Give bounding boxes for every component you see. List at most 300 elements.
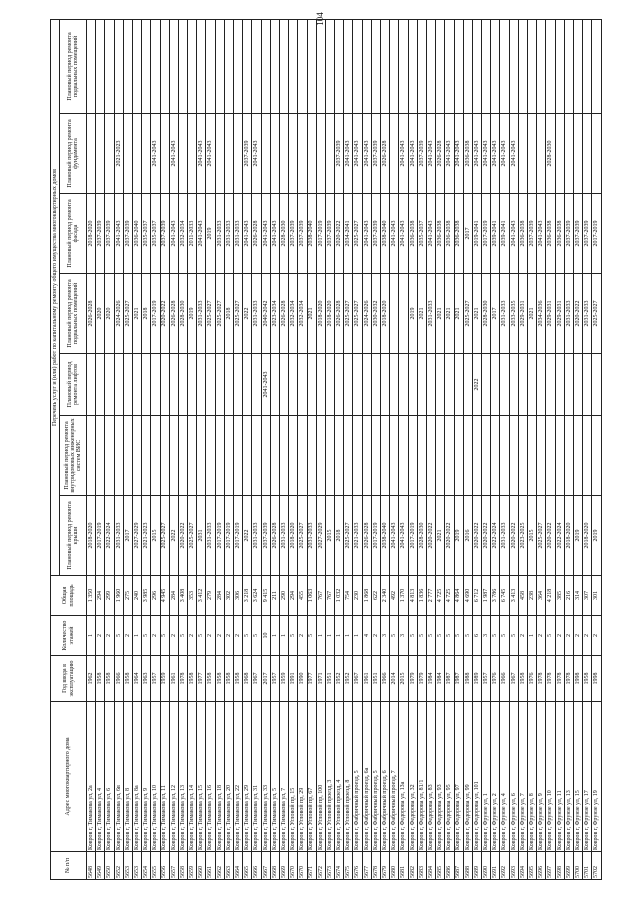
period-cell <box>307 416 316 496</box>
period-cell <box>463 19 472 113</box>
period-cell <box>500 416 509 496</box>
period-cell <box>243 416 252 496</box>
period-cell <box>528 354 537 416</box>
table-row <box>224 19 233 879</box>
period-cell <box>371 354 380 416</box>
period-cell <box>509 354 518 416</box>
period-cell: 2015 <box>151 496 160 576</box>
address-cell: Ковров г, Тимакова ул, 18 <box>215 702 224 852</box>
period-cell: 2026-2028 <box>270 496 279 576</box>
year-cell: 1987 <box>454 656 463 702</box>
address-cell: Ковров г, Тимакова ул, 9 <box>142 702 151 852</box>
period-cell <box>289 416 298 496</box>
period-cell: 2018-2020 <box>381 274 390 354</box>
table-row <box>123 19 132 879</box>
row-number-cell: 5693 <box>509 852 518 880</box>
period-cell <box>509 19 518 113</box>
year-cell: 1971 <box>316 656 325 702</box>
address-cell: Ковров г, Фрунзе ул, 15 <box>573 702 582 852</box>
floors-cell: 2 <box>564 616 573 656</box>
period-cell <box>573 416 582 496</box>
year-cell: 1959 <box>279 656 288 702</box>
row-number-cell: 5650 <box>105 852 114 880</box>
period-cell <box>583 19 592 113</box>
table-row <box>583 19 592 879</box>
period-cell: 2020-2022 <box>472 496 481 576</box>
area-cell: 1 032 <box>335 576 344 616</box>
period-cell <box>472 416 481 496</box>
period-cell: 2020 <box>96 274 105 354</box>
row-number-cell: 5658 <box>178 852 187 880</box>
period-cell <box>270 354 279 416</box>
period-cell <box>270 19 279 113</box>
period-cell: 2038-2040 <box>381 496 390 576</box>
floors-cell: 4 <box>362 616 371 656</box>
period-cell: 2036-2038 <box>436 194 445 274</box>
period-cell <box>573 19 582 113</box>
period-cell <box>215 354 224 416</box>
period-cell <box>362 354 371 416</box>
period-cell: 2019 <box>188 274 197 354</box>
address-cell: Ковров г, Тимакова ул, 8 <box>123 702 132 852</box>
address-cell: Ковров г, Федорова ул, 93 <box>436 702 445 852</box>
year-cell: 1963 <box>142 656 151 702</box>
area-cell: 230 <box>353 576 362 616</box>
period-cell: 2020-2022 <box>445 496 454 576</box>
address-cell: Ковров г, Тимакова ул, 8а <box>132 702 141 852</box>
col-floors-header: Количество этажей <box>51 616 87 656</box>
rotated-table-frame <box>50 20 600 880</box>
floors-cell: 3 <box>482 616 491 656</box>
period-cell: 2037-2039 <box>325 194 334 274</box>
period-cell <box>197 19 206 113</box>
area-cell: 353 <box>188 576 197 616</box>
period-cell: 2036-2038 <box>546 194 555 274</box>
year-cell: 1976 <box>528 656 537 702</box>
period-cell: 2037-2039 <box>123 194 132 274</box>
row-number-cell: 5661 <box>206 852 215 880</box>
period-cell: 2019 <box>206 194 215 274</box>
area-cell: 284 <box>215 576 224 616</box>
area-cell: 3 412 <box>197 576 206 616</box>
period-cell: 2037-2039 <box>573 194 582 274</box>
period-cell: 2025-2027 <box>215 274 224 354</box>
year-cell: 1984 <box>426 656 435 702</box>
period-cell <box>518 354 527 416</box>
period-cell: 2041-2043 <box>500 114 509 194</box>
area-cell: 4 813 <box>408 576 417 616</box>
address-cell: Ковров г, Фрунзе ул, 1 <box>482 702 491 852</box>
floors-cell: 2 <box>96 616 105 656</box>
period-cell <box>87 114 96 194</box>
period-cell: 2017-2019 <box>408 496 417 576</box>
period-cell <box>178 19 187 113</box>
period-cell <box>132 416 141 496</box>
address-cell: Ковров г, Тимакова ул, 16 <box>206 702 215 852</box>
period-cell <box>491 354 500 416</box>
period-cell <box>573 114 582 194</box>
period-cell: 2038-2040 <box>381 194 390 274</box>
year-cell: 1998 <box>592 656 601 702</box>
period-cell <box>371 19 380 113</box>
address-cell: Ковров г, Тимакова ул, 33 <box>261 702 270 852</box>
period-cell <box>151 354 160 416</box>
period-cell: 2018-2020 <box>325 274 334 354</box>
period-cell <box>325 114 334 194</box>
period-cell: 2037-2039 <box>261 496 270 576</box>
area-cell: 299 <box>105 576 114 616</box>
period-cell: 2026-2028 <box>87 274 96 354</box>
period-cell <box>344 354 353 416</box>
year-cell: 1967 <box>509 656 518 702</box>
period-cell <box>583 114 592 194</box>
table-row <box>279 19 288 879</box>
period-cell <box>583 354 592 416</box>
period-cell <box>546 354 555 416</box>
address-cell: Ковров г, Тимакова ул, 6в <box>114 702 123 852</box>
table-header <box>51 19 87 879</box>
period-cell <box>160 19 169 113</box>
year-cell: 1958 <box>123 656 132 702</box>
period-cell: 2027-2029 <box>316 496 325 576</box>
table-row <box>463 19 472 879</box>
floors-cell: 1 <box>335 616 344 656</box>
period-cell: 2041-2043 <box>399 114 408 194</box>
period-cell <box>316 114 325 194</box>
table-row <box>335 19 344 879</box>
row-number-cell: 5671 <box>307 852 316 880</box>
period-cell: 2024-2026 <box>362 274 371 354</box>
year-cell: 1978 <box>546 656 555 702</box>
period-cell: 2041-2043 <box>408 114 417 194</box>
period-cell <box>105 19 114 113</box>
area-cell: 238 <box>528 576 537 616</box>
area-cell: 216 <box>564 576 573 616</box>
period-cell <box>197 416 206 496</box>
period-cell: 2040-2042 <box>261 274 270 354</box>
period-cell: 2029-2031 <box>546 274 555 354</box>
address-cell: Ковров г, Федорова ул, 99 <box>463 702 472 852</box>
period-cell: 2025-2027 <box>206 274 215 354</box>
period-cell: 2025-2027 <box>353 194 362 274</box>
period-cell: 2041-2043 <box>445 114 454 194</box>
period-cell: 2041-2043 <box>344 114 353 194</box>
period-cell <box>298 114 307 194</box>
period-cell: 2018-2020 <box>87 194 96 274</box>
area-cell: 296 <box>151 576 160 616</box>
period-cell <box>454 19 463 113</box>
year-cell: 1958 <box>583 656 592 702</box>
period-cell <box>142 354 151 416</box>
row-number-cell: 5670 <box>289 852 298 880</box>
period-cell: 2018-2020 <box>87 496 96 576</box>
period-cell: 2041-2043 <box>390 194 399 274</box>
period-cell <box>417 354 426 416</box>
period-cell: 2036-2038 <box>408 194 417 274</box>
year-cell: 1967 <box>353 656 362 702</box>
address-cell: Ковров г, Тимакова ул, 22 <box>234 702 243 852</box>
period-cell <box>132 114 141 194</box>
year-cell: 1984 <box>436 656 445 702</box>
period-cell <box>307 114 316 194</box>
period-cell <box>252 354 261 416</box>
floors-cell: 5 <box>463 616 472 656</box>
table-row <box>206 19 215 879</box>
period-cell <box>335 416 344 496</box>
period-cell: 2041-2043 <box>261 354 270 416</box>
period-cell <box>279 416 288 496</box>
period-cell <box>408 354 417 416</box>
period-cell: 2037-2039 <box>335 114 344 194</box>
period-cell <box>215 114 224 194</box>
table-row <box>160 19 169 879</box>
period-cell <box>234 354 243 416</box>
period-cell: 2026-2028 <box>436 114 445 194</box>
floors-cell: 2 <box>215 616 224 656</box>
table-row <box>592 19 601 879</box>
period-cell: 2031 <box>197 496 206 576</box>
table-row <box>353 19 362 879</box>
period-cell: 2017-2019 <box>224 496 233 576</box>
period-cell: 2025-2027 <box>344 496 353 576</box>
table-row <box>408 19 417 879</box>
period-cell <box>381 19 390 113</box>
period-cell <box>123 114 132 194</box>
period-cell <box>399 19 408 113</box>
period-cell: 2037-2039 <box>528 194 537 274</box>
area-cell: 2 777 <box>426 576 435 616</box>
floors-cell: 5 <box>426 616 435 656</box>
period-cell <box>307 19 316 113</box>
period-cell: 2030-2032 <box>371 274 380 354</box>
row-number-cell: 5678 <box>371 852 380 880</box>
period-cell <box>518 19 527 113</box>
period-cell: 2037-2039 <box>243 114 252 194</box>
period-cell <box>573 354 582 416</box>
period-cell: 2020-2022 <box>482 496 491 576</box>
period-cell: 2031-2033 <box>114 496 123 576</box>
period-cell: 2022-2024 <box>491 496 500 576</box>
col-year-header: Год ввода в эксплуатацию <box>51 656 87 702</box>
period-cell: 2041-2043 <box>151 114 160 194</box>
table-row <box>528 19 537 879</box>
period-cell: 2041-2043 <box>197 114 206 194</box>
period-cell <box>463 354 472 416</box>
period-cell <box>105 354 114 416</box>
row-number-cell: 5702 <box>592 852 601 880</box>
address-cell: Ковров г, Тимакова ул, 7 <box>279 702 288 852</box>
period-cell <box>592 19 601 113</box>
area-cell: 9 415 <box>261 576 270 616</box>
floors-cell: 2 <box>169 616 178 656</box>
period-cell <box>362 416 371 496</box>
period-cell: 2037-2039 <box>583 194 592 274</box>
address-cell: Ковров г, Фрунзе ул, 4 <box>500 702 509 852</box>
period-cell: 2018 <box>335 496 344 576</box>
period-cell: 2015 <box>325 496 334 576</box>
period-cell <box>399 274 408 354</box>
row-number-cell: 5683 <box>417 852 426 880</box>
row-number-cell: 5684 <box>426 852 435 880</box>
row-number-cell: 5687 <box>454 852 463 880</box>
area-cell: 4 690 <box>463 576 472 616</box>
period-cell: 2026-2028 <box>335 274 344 354</box>
address-cell: Ковров г, Федорова ул, 32 <box>408 702 417 852</box>
period-cell <box>583 416 592 496</box>
period-cell: 2018-2020 <box>583 496 592 576</box>
year-cell: 1987 <box>445 656 454 702</box>
period-cell: 2017-2019 <box>371 496 380 576</box>
table-row <box>573 19 582 879</box>
period-cell <box>463 416 472 496</box>
area-cell: 6 745 <box>500 576 509 616</box>
period-cell <box>206 354 215 416</box>
period-cell: 2017-2019 <box>316 194 325 274</box>
period-cell <box>261 416 270 496</box>
address-cell: Ковров г, Фабричный проезд, 5 <box>353 702 362 852</box>
period-cell <box>592 354 601 416</box>
period-cell: 2037-2039 <box>564 194 573 274</box>
period-cell: 2025-2027 <box>592 274 601 354</box>
area-cell: 767 <box>325 576 334 616</box>
floors-cell: 5 <box>417 616 426 656</box>
period-cell: 2041-2043 <box>362 194 371 274</box>
period-cell <box>482 19 491 113</box>
year-cell: 1958 <box>224 656 233 702</box>
period-cell: 2037-2039 <box>417 114 426 194</box>
period-cell <box>390 19 399 113</box>
floors-cell: 3 <box>381 616 390 656</box>
floors-cell: 2 <box>583 616 592 656</box>
period-cell: 2036-2038 <box>463 114 472 194</box>
period-cell <box>298 416 307 496</box>
floors-cell: 5 <box>307 616 316 656</box>
period-cell: 2036-2038 <box>518 194 527 274</box>
table-row <box>188 19 197 879</box>
floors-cell: 5 <box>408 616 417 656</box>
period-cell: 2037-2039 <box>371 114 380 194</box>
year-cell: 1990 <box>298 656 307 702</box>
period-cell: 2041-2043 <box>491 114 500 194</box>
period-cell <box>224 416 233 496</box>
floors-cell: 2 <box>206 616 215 656</box>
period-cell: 2026-2028 <box>279 274 288 354</box>
area-cell: 1 063 <box>307 576 316 616</box>
year-cell: 1958 <box>105 656 114 702</box>
address-cell: Ковров г, Фрунзе ул, 10 <box>546 702 555 852</box>
period-cell <box>132 354 141 416</box>
period-cell <box>234 416 243 496</box>
address-cell: Ковров г, Фрунзе ул, 11 <box>555 702 564 852</box>
year-cell: 1952 <box>344 656 353 702</box>
period-cell <box>417 416 426 496</box>
period-cell: 2031-2033 <box>500 274 509 354</box>
period-cell: 2031-2033 <box>279 496 288 576</box>
period-cell: 2020-2022 <box>573 274 582 354</box>
period-cell <box>316 354 325 416</box>
col-address-header: Адрес многоквартирного дома <box>51 702 87 852</box>
address-cell: Ковров г, Фрунзе ул, 6 <box>509 702 518 852</box>
address-cell: Ковров г, Угловой пр, 29 <box>298 702 307 852</box>
period-cell: 2037-2039 <box>160 194 169 274</box>
address-cell: Ковров г, Федорова ул, 95 <box>445 702 454 852</box>
period-cell: 2017-2019 <box>96 496 105 576</box>
period-cell: 2037-2039 <box>96 194 105 274</box>
period-cell <box>390 114 399 194</box>
area-cell: 3 624 <box>252 576 261 616</box>
period-cell <box>436 19 445 113</box>
period-cell <box>224 114 233 194</box>
period-cell: 2029-2031 <box>555 274 564 354</box>
period-cell <box>206 416 215 496</box>
table-row <box>132 19 141 879</box>
period-cell: 2026-2028 <box>362 496 371 576</box>
period-cell: 2041-2043 <box>243 194 252 274</box>
year-cell: 2015 <box>399 656 408 702</box>
period-cell <box>408 19 417 113</box>
year-cell: 1977 <box>197 656 206 702</box>
row-number-cell: 5657 <box>169 852 178 880</box>
period-cell <box>381 354 390 416</box>
address-cell: Ковров г, Угловой проезд, 3 <box>325 702 334 852</box>
area-cell: 2 340 <box>381 576 390 616</box>
area-cell: 314 <box>573 576 582 616</box>
period-cell <box>96 354 105 416</box>
period-cell <box>234 19 243 113</box>
floors-cell: 1 <box>132 616 141 656</box>
period-cell: 2018 <box>224 274 233 354</box>
area-cell: 385 <box>555 576 564 616</box>
row-number-cell: 5667 <box>261 852 270 880</box>
table-row <box>371 19 380 879</box>
floors-cell: 2 <box>555 616 564 656</box>
row-number-cell: 5676 <box>353 852 362 880</box>
period-cell: 2037-2039 <box>298 194 307 274</box>
area-cell: 307 <box>583 576 592 616</box>
table-row <box>555 19 564 879</box>
row-number-cell: 5692 <box>500 852 509 880</box>
period-cell <box>307 354 316 416</box>
period-cell <box>408 416 417 496</box>
table-row <box>151 19 160 879</box>
period-cell: 2028-2030 <box>279 194 288 274</box>
area-cell: 284 <box>169 576 178 616</box>
floors-cell: 1 <box>325 616 334 656</box>
period-cell <box>325 19 334 113</box>
works-subheader-cell: Плановый период ремонта фундамента <box>60 114 87 194</box>
floors-cell: 2 <box>573 616 582 656</box>
table-row <box>491 19 500 879</box>
period-cell: 2041-2043 <box>537 194 546 274</box>
period-cell <box>564 19 573 113</box>
period-cell <box>528 416 537 496</box>
area-cell: 211 <box>270 576 279 616</box>
period-cell: 2036-2038 <box>445 194 454 274</box>
period-cell <box>252 416 261 496</box>
area-cell: 1 836 <box>417 576 426 616</box>
floors-cell: 2 <box>371 616 380 656</box>
table-row <box>482 19 491 879</box>
period-cell <box>546 416 555 496</box>
row-number-cell: 5648 <box>87 852 96 880</box>
row-number-cell: 5664 <box>234 852 243 880</box>
period-cell <box>426 19 435 113</box>
year-cell: 1958 <box>188 656 197 702</box>
area-cell: 294 <box>96 576 105 616</box>
period-cell <box>399 416 408 496</box>
period-cell: 2019 <box>592 496 601 576</box>
period-cell <box>371 416 380 496</box>
